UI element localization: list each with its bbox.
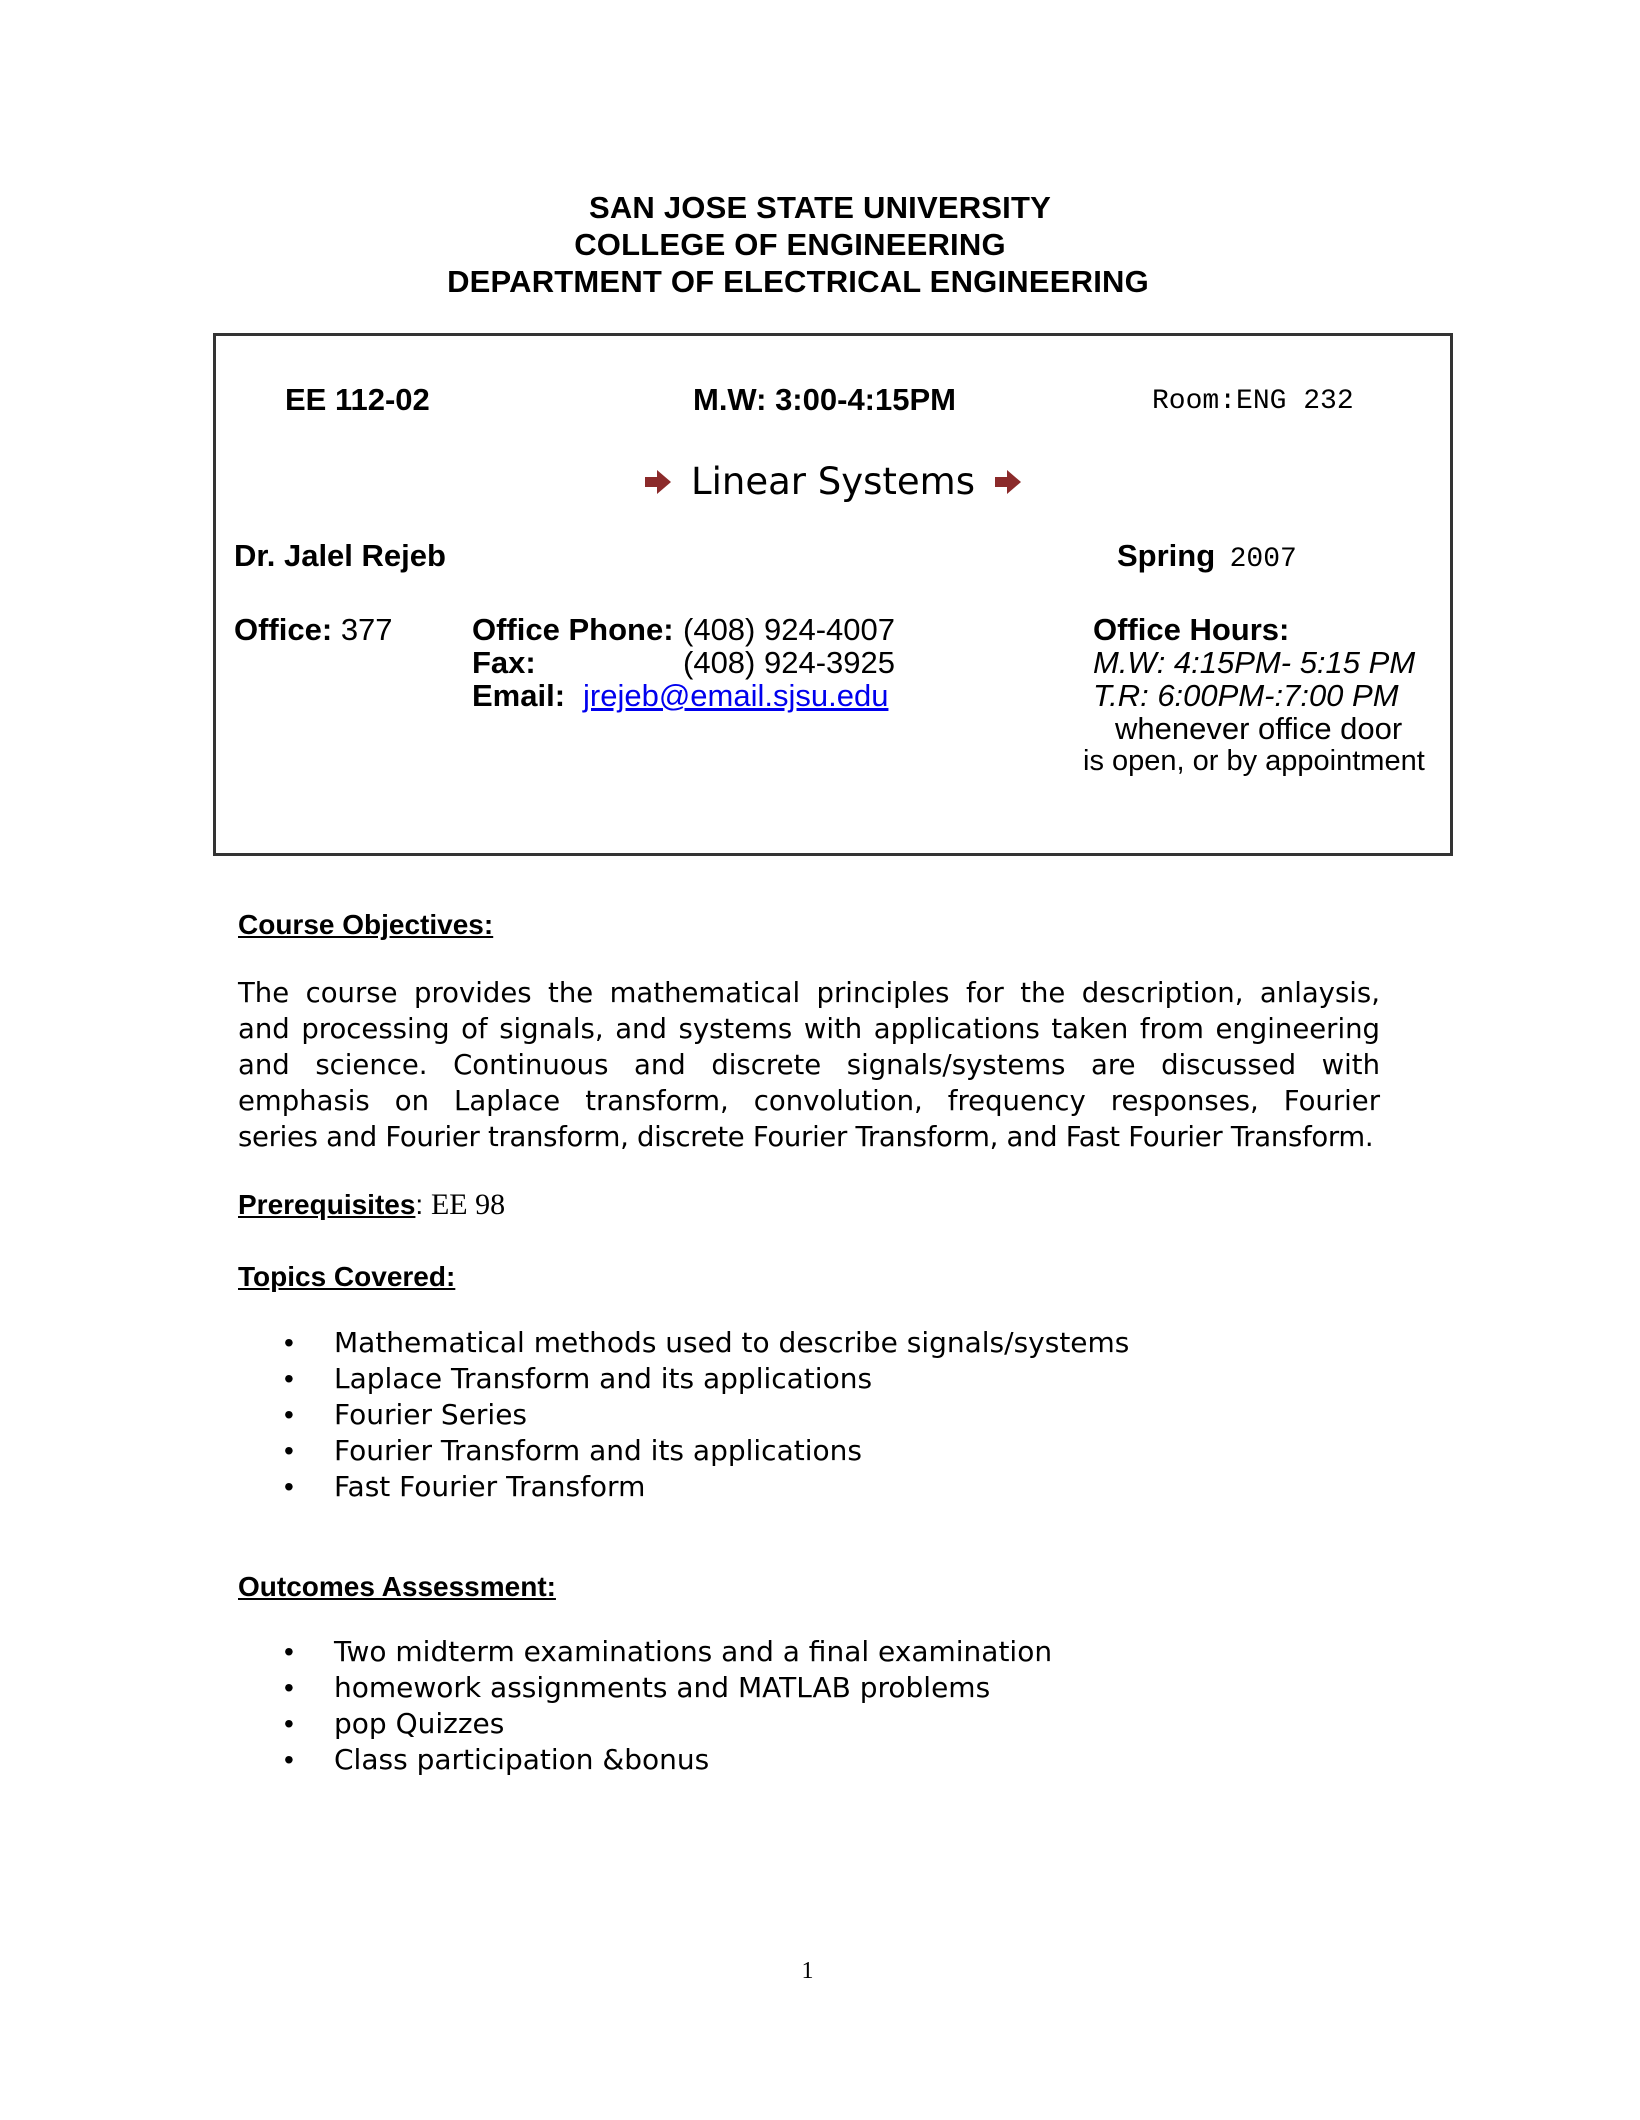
course-title-row [213,458,1453,503]
office-hours-note-2: is open, or by appointment [1083,745,1425,777]
email-link[interactable]: jrejeb@email.sjsu.edu [583,678,889,713]
phone-label: Office Phone: [472,612,674,647]
objectives-line: and science. Continuous and discrete signals/systems are discussed with [238,1049,1380,1081]
objectives-heading: Course Objectives: [238,909,494,940]
objectives-line: The course provides the mathematical principles for the description, anlaysis, [238,977,1380,1009]
objectives-line: series and Fourier transform, discrete Fourier Transform, and Fast Fourier Transform. [238,1121,1374,1153]
arrow-right-icon [643,468,673,496]
list-item: pop Quizzes [334,1707,505,1740]
course-title: Linear Systems [690,460,975,503]
email-label: Email: [472,678,566,713]
class-schedule: M.W: 3:00-4:15PM [693,382,956,417]
outcomes-list [238,1634,1338,1778]
list-item: Class participation &bonus [334,1743,710,1776]
fax-label: Fax: [472,645,536,680]
outcomes-heading: Outcomes Assessment: [238,1571,556,1602]
term [1117,538,1297,575]
topics-list [238,1325,1338,1505]
prerequisites-heading: Prerequisites [238,1189,416,1220]
office-number: 377 [340,612,393,647]
university-name: SAN JOSE STATE UNIVERSITY [588,190,1052,225]
page-number: 1 [801,1958,814,1984]
instructor-name: Dr. Jalel Rejeb [234,538,446,573]
office-hours-note-1: whenever office door [1115,711,1403,746]
department-name: DEPARTMENT OF ELECTRICAL ENGINEERING [447,264,1149,299]
course-code: EE 112-02 [285,382,430,417]
college-name: COLLEGE OF ENGINEERING [574,227,1006,262]
term-label: Spring [1117,538,1216,573]
fax-value: (408) 924-3925 [683,645,895,680]
list-item: Fourier Transform and its applications [334,1434,862,1467]
objectives-line: emphasis on Laplace transform, convolution, frequency responses, Fourier [238,1085,1380,1117]
list-item: Laplace Transform and its applications [334,1362,873,1395]
objectives-body [238,975,1380,1155]
office-hours-tr: T.R: 6:00PM-:7:00 PM [1093,678,1399,713]
term-year: 2007 [1229,544,1297,575]
phone-value: (408) 924-4007 [683,612,895,647]
list-item: Two midterm examinations and a final examination [334,1635,1053,1668]
list-item: Mathematical methods used to describe signals/systems [334,1326,1130,1359]
arrow-right-icon [993,468,1023,496]
list-item: Fourier Series [334,1398,528,1431]
office-label: Office: [234,612,333,647]
prerequisites-value: EE 98 [430,1188,506,1221]
topics-heading: Topics Covered: [238,1261,456,1292]
room-location: Room:ENG 232 [1152,386,1354,417]
office-hours-label: Office Hours: [1093,612,1290,647]
objectives-line: and processing of signals, and systems with applications taken from engineering [238,1013,1380,1045]
office [234,612,393,648]
prerequisites: Prerequisites: EE 98 [238,1188,506,1221]
office-hours-mw: M.W: 4:15PM- 5:15 PM [1093,645,1416,680]
list-item: Fast Fourier Transform [334,1470,646,1503]
list-item: homework assignments and MATLAB problems [334,1671,991,1704]
